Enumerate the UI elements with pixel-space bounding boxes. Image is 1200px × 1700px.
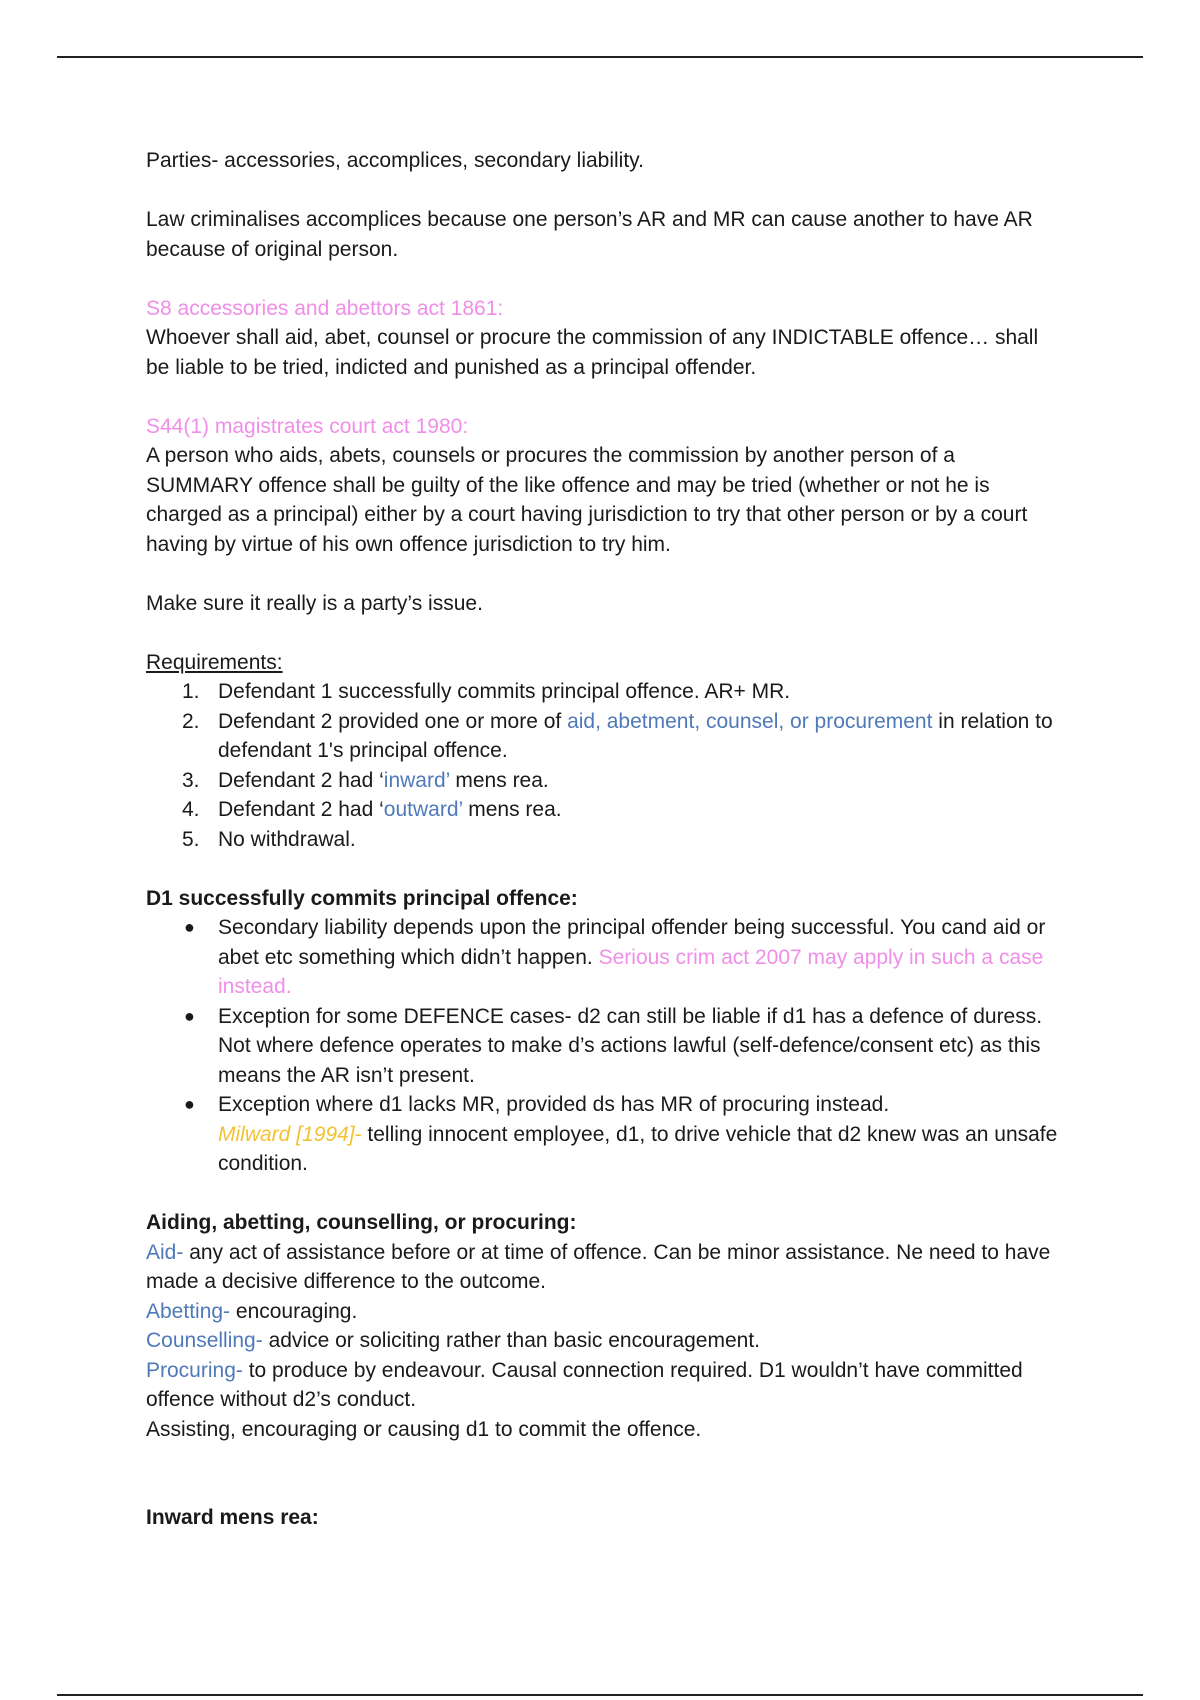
- s8-heading: S8 accessories and abettors act 1861:: [146, 296, 504, 320]
- requirement-number: 2.: [182, 709, 200, 733]
- procure-term: Procuring-: [146, 1358, 243, 1382]
- case-description: telling innocent employee, d1, to drive vehicle that d2 knew was an unsafe condition.: [218, 1122, 1058, 1175]
- requirement-item: [146, 825, 1066, 855]
- s44-text: A person who aids, abets, counsels or procures the commission by another person of a SUMMARY offence shall be guilty of the like offence and may be tried (whether or not he is charged as a principal) either by a court having jurisdiction to try that other person or by a court having by virtue of his own offence jurisdiction to try him.: [146, 444, 1028, 556]
- d1-heading: D1 successfully commits principal offence:: [146, 886, 578, 910]
- intro-paragraph: Law criminalises accomplices because one person’s AR and MR can cause another to have AR because of original person.: [146, 208, 1033, 261]
- requirement-highlight: aid, abetment, counsel, or procurement: [567, 709, 933, 733]
- requirement-number: 5.: [182, 827, 200, 851]
- case-name: Milward [1994]-: [218, 1122, 362, 1146]
- aid-heading: Aiding, abetting, counselling, or procuring:: [146, 1211, 577, 1234]
- procure-text: to produce by endeavour. Causal connection required. D1 wouldn’t have committed offence without d2’s conduct.: [146, 1358, 1023, 1411]
- procure-definition: [146, 1356, 1066, 1415]
- requirement-text-post: mens rea.: [462, 798, 562, 821]
- bullet-icon: ●: [184, 1094, 195, 1114]
- make-sure-paragraph: Make sure it really is a party’s issue.: [146, 591, 483, 615]
- requirement-item: [146, 707, 1066, 766]
- requirement-item: [146, 766, 1066, 796]
- s8-text: Whoever shall aid, abet, counsel or procure the commission of any INDICTABLE offence… shall be liable to be tried, indicted and punished as a principal offender.: [146, 326, 1039, 379]
- requirement-number: 1.: [182, 680, 200, 703]
- requirement-text: No withdrawal.: [218, 827, 356, 851]
- requirement-text-pre: Defendant 2 had ‘: [218, 798, 384, 821]
- requirement-item: [146, 677, 1066, 707]
- document-title: Parties- accessories, accomplices, secondary liability.: [146, 149, 644, 172]
- requirement-text-post: mens rea.: [449, 768, 549, 792]
- header-rule: [57, 56, 1143, 58]
- d1-bullet-note: Serious crim act 2007 may apply in such a case instead.: [218, 945, 1044, 998]
- d1-bullet-text: Secondary liability depends upon the principal offender being successful. You cand aid or abet etc something which didn’t happen.: [218, 916, 1046, 969]
- requirement-text-pre: Defendant 2 provided one or more of: [218, 709, 568, 733]
- s44-heading: S44(1) magistrates court act 1980:: [146, 414, 469, 438]
- requirement-number: 4.: [182, 798, 200, 821]
- requirement-number: 3.: [182, 768, 200, 792]
- aid-definition: [146, 1238, 1066, 1297]
- d1-bullet-item: [146, 1090, 1066, 1179]
- d1-bullet-item: [146, 913, 1066, 1002]
- footer-rule: [57, 1694, 1143, 1696]
- abet-definition: [146, 1297, 1066, 1327]
- abet-term: Abetting-: [146, 1299, 231, 1323]
- bullet-icon: ●: [184, 1005, 195, 1026]
- counsel-text: advice or soliciting rather than basic encouragement.: [262, 1329, 761, 1352]
- d1-bullet-list: [146, 913, 1066, 1179]
- requirement-text: Defendant 1 successfully commits principal offence. AR+ MR.: [218, 680, 791, 703]
- requirements-list: [146, 677, 1066, 854]
- aid-term: Aid-: [146, 1240, 184, 1264]
- requirement-highlight: inward’: [383, 768, 450, 792]
- abet-text: encouraging.: [230, 1299, 358, 1323]
- aid-text: any act of assistance before or at time of offence. Can be minor assistance. Ne need to have made a decisive difference to the outcome.: [146, 1240, 1051, 1293]
- document-body: [146, 146, 1066, 1533]
- requirement-text-post: in relation to defendant 1's principal offence.: [218, 709, 1053, 762]
- counsel-definition: [146, 1326, 1066, 1356]
- requirement-item: [146, 795, 1066, 825]
- requirements-heading: Requirements:: [146, 650, 283, 674]
- d1-bullet-text: Exception where d1 lacks MR, provided ds has MR of procuring instead.: [218, 1093, 890, 1116]
- requirement-highlight: outward’: [383, 798, 463, 821]
- counsel-term: Counselling-: [146, 1329, 263, 1352]
- d1-bullet-item: [146, 1002, 1066, 1091]
- d1-bullet-text: Exception for some DEFENCE cases- d2 can still be liable if d1 has a defence of duress. Not where defence operates to make d’s actions lawful (self-defence/consent etc) as this means the AR isn’t present.: [218, 1004, 1043, 1087]
- assisting-paragraph: Assisting, encouraging or causing d1 to commit the offence.: [146, 1417, 702, 1441]
- inward-heading: Inward mens rea:: [146, 1506, 319, 1529]
- requirement-text-pre: Defendant 2 had ‘: [218, 768, 384, 792]
- bullet-icon: ●: [184, 917, 195, 937]
